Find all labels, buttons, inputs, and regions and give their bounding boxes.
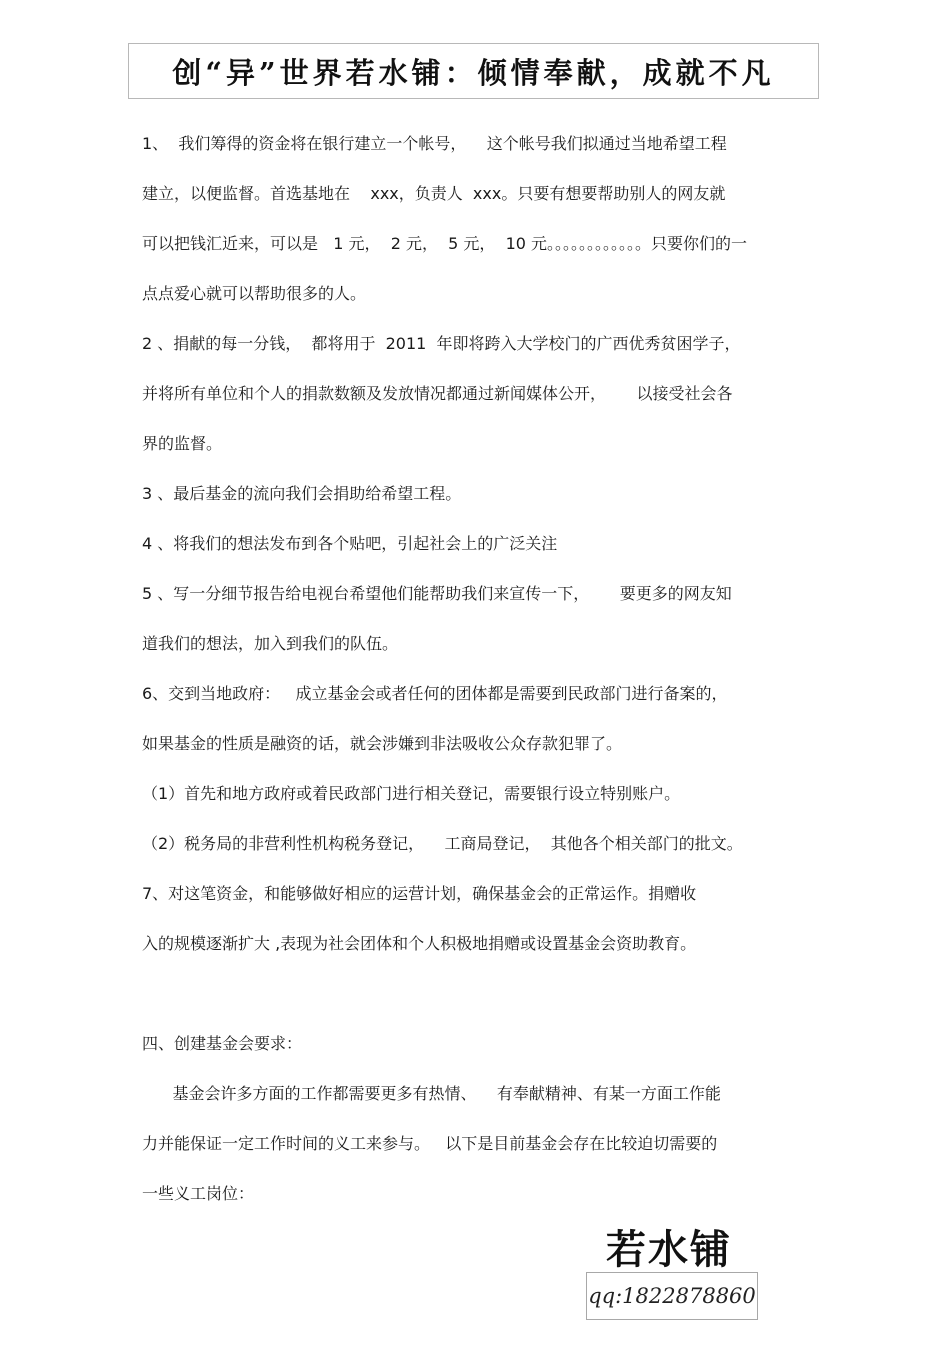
- page-title: 创“异”世界若水铺：倾情奉献，成就不凡: [172, 55, 775, 90]
- qq-contact-text: qq:1822878860: [588, 1284, 756, 1308]
- paragraph-line: 可以把钱汇近来，可以是 1 元， 2 元， 5 元， 10 元。。。。。。。。。。。。只要你们的一: [142, 234, 748, 253]
- brand-logo: [600, 1220, 738, 1272]
- paragraph-line: 2 、捐献的每一分钱， 都将用于 2011 年即将跨入大学校门的广西优秀贫困学子，: [142, 334, 741, 353]
- paragraph-line: 6、交到当地政府： 成立基金会或者任何的团体都是需要到民政部门进行备案的，: [142, 684, 728, 703]
- paragraph-line: 道我们的想法，加入到我们的队伍。: [142, 634, 399, 653]
- paragraph-line: 建立，以便监督。首选基地在 xxx，负责人 xxx。只要有想要帮助别人的网友就: [142, 184, 726, 203]
- paragraph-line: 点点爱心就可以帮助很多的人。: [142, 284, 367, 303]
- paragraph-line: 入的规模逐渐扩大 ,表现为社会团体和个人积极地捐赠或设置基金会资助教育。: [142, 934, 697, 953]
- paragraph-line: 5 、写一分细节报告给电视台希望他们能帮助我们来宣传一下， 要更多的网友知: [142, 584, 732, 603]
- paragraph-line: 界的监督。: [142, 434, 223, 453]
- paragraph-line: 7、对这笔资金，和能够做好相应的运营计划，确保基金会的正常运作。捐赠收: [142, 884, 697, 903]
- logo-text: 若水铺: [606, 1225, 732, 1273]
- paragraph-line: 并将所有单位和个人的捐款数额及发放情况都通过新闻媒体公开， 以接受社会各: [142, 384, 733, 403]
- section-heading: 四、创建基金会要求：: [142, 1034, 303, 1053]
- qq-contact-box: [586, 1272, 758, 1320]
- paragraph-line: 3 、最后基金的流向我们会捐助给希望工程。: [142, 484, 462, 503]
- paragraph-line: 1、 我们筹得的资金将在银行建立一个帐号， 这个帐号我们拟通过当地希望工程: [142, 134, 727, 153]
- paragraph-line: 如果基金的性质是融资的话，就会涉嫌到非法吸收公众存款犯罪了。: [142, 734, 623, 753]
- paragraph-line: 一些义工岗位：: [142, 1184, 255, 1203]
- paragraph-line: （2）税务局的非营利性机构税务登记， 工商局登记， 其他各个相关部门的批文。: [142, 834, 743, 853]
- paragraph-line: 基金会许多方面的工作都需要更多有热情、 有奉献精神、有某一方面工作能: [142, 1084, 721, 1103]
- paragraph-line: 力并能保证一定工作时间的义工来参与。 以下是目前基金会存在比较迫切需要的: [142, 1134, 718, 1153]
- title-banner: [128, 43, 819, 99]
- paragraph-line: （1）首先和地方政府或着民政部门进行相关登记，需要银行设立特别账户。: [142, 784, 681, 803]
- paragraph-line: 4 、将我们的想法发布到各个贴吧，引起社会上的广泛关注: [142, 534, 558, 553]
